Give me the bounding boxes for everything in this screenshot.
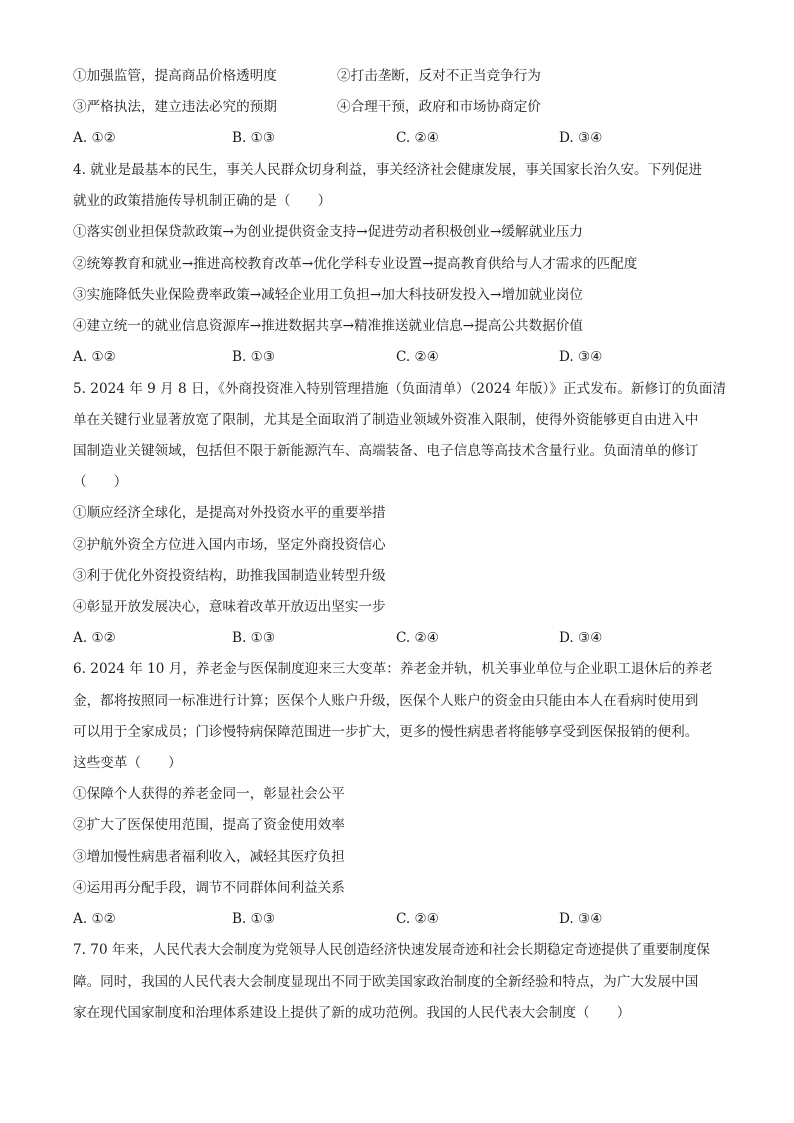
q5-option-b: B. ①③ xyxy=(232,630,276,646)
q6-statement-1: ①保障个人获得的养老金同一，彰显社会公平 xyxy=(73,786,345,802)
q3-option-c: C. ②④ xyxy=(396,130,439,146)
q5-statement-4: ④彰显开放发展决心，意味着改革开放迈出坚实一步 xyxy=(73,599,386,615)
q3-statement-2: ②打击垄断，反对不正当竞争行为 xyxy=(337,68,541,84)
q5-option-d: D. ③④ xyxy=(559,630,603,646)
q4-option-c: C. ②④ xyxy=(396,349,439,365)
q3-statement-4: ④合理干预，政府和市场协商定价 xyxy=(337,99,541,115)
q6-statement-3: ③增加慢性病患者福利收入，减轻其医疗负担 xyxy=(73,849,345,865)
q6-stem-line-4: 这些变革（ ） xyxy=(73,755,182,771)
q5-options xyxy=(73,628,734,648)
q6-option-a: A. ①② xyxy=(73,911,116,927)
q3-statement-row-2 xyxy=(73,97,734,117)
q5-stem-line-1: 5. 2024 年 9 月 8 日，《外商投资准入特别管理措施（负面清单）（2024 年版）》正式发布。新修订的负面清 xyxy=(73,381,727,397)
q6-stem-line-2: 金，都将按照同一标准进行计算；医保个人账户升级，医保个人账户的资金由只能由本人在看病时使用到 xyxy=(73,693,699,709)
q6-options xyxy=(73,909,734,929)
q3-option-d: D. ③④ xyxy=(559,130,603,146)
q6-stem-line-1: 6. 2024 年 10 月，养老金与医保制度迎来三大变革：养老金并轨，机关事业单位与企业职工退休后的养老 xyxy=(73,661,713,677)
q4-statement-2: ②统筹教育和就业→推进高校教育改革→优化学科专业设置→提高教育供给与人才需求的匹配度 xyxy=(73,256,638,272)
q7-stem-line-1: 7. 70 年来，人民代表大会制度为党领导人民创造经济快速发展奇迹和社会长期稳定奇迹提供了重要制度保 xyxy=(73,942,711,958)
q4-stem-line-1: 4. 就业是最基本的民生，事关人民群众切身利益，事关经济社会健康发展，事关国家长治久安。下列促进 xyxy=(73,162,703,178)
q4-statement-4: ④建立统一的就业信息资源库→推进数据共享→精准推送就业信息→提高公共数据价值 xyxy=(73,318,583,334)
q6-stem-line-3: 可以用于全家成员；门诊慢特病保障范围进一步扩大，更多的慢性病患者将能够享受到医保报销的便利。 xyxy=(73,724,699,740)
q4-option-a: A. ①② xyxy=(73,349,116,365)
q4-option-b: B. ①③ xyxy=(232,349,276,365)
q6-option-d: D. ③④ xyxy=(559,911,603,927)
q5-stem-line-3: 国制造业关键领域，包括但不限于新能源汽车、高端装备、电子信息等高技术含量行业。负面清单的修订 xyxy=(73,443,699,459)
q4-options xyxy=(73,347,734,367)
q6-statement-2: ②扩大了医保使用范围，提高了资金使用效率 xyxy=(73,817,345,833)
q6-statement-4: ④运用再分配手段，调节不同群体间利益关系 xyxy=(73,880,345,896)
q3-statement-3: ③严格执法，建立违法必究的预期 xyxy=(73,99,277,115)
q5-statement-1: ①顺应经济全球化，是提高对外投资水平的重要举措 xyxy=(73,505,386,521)
q3-option-a: A. ①② xyxy=(73,130,116,146)
q6-option-b: B. ①③ xyxy=(232,911,276,927)
q5-stem-line-4: （ ） xyxy=(73,474,128,490)
q5-option-c: C. ②④ xyxy=(396,630,439,646)
q5-option-a: A. ①② xyxy=(73,630,116,646)
q4-statement-3: ③实施降低失业保险费率政策→减轻企业用工负担→加大科技研发投入→增加就业岗位 xyxy=(73,287,583,303)
q5-statement-3: ③利于优化外资投资结构，助推我国制造业转型升级 xyxy=(73,568,386,584)
q3-statement-row-1 xyxy=(73,66,734,86)
q7-stem-line-2: 障。同时，我国的人民代表大会制度显现出不同于欧美国家政治制度的全新经验和特点，为广大发展中国 xyxy=(73,974,699,990)
q6-option-c: C. ②④ xyxy=(396,911,439,927)
q5-statement-2: ②护航外资全方位进入国内市场，坚定外商投资信心 xyxy=(73,537,386,553)
q3-option-b: B. ①③ xyxy=(232,130,276,146)
q7-stem-line-3: 家在现代国家制度和治理体系建设上提供了新的成功范例。我国的人民代表大会制度（ ） xyxy=(73,1005,631,1021)
q3-options xyxy=(73,128,734,148)
q4-statement-1: ①落实创业担保贷款政策→为创业提供资金支持→促进劳动者积极创业→缓解就业压力 xyxy=(73,224,583,240)
q5-stem-line-2: 单在关键行业显著放宽了限制，尤其是全面取消了制造业领域外资准入限制，使得外资能够更自由进入中 xyxy=(73,412,699,428)
q4-option-d: D. ③④ xyxy=(559,349,603,365)
q4-stem-line-2: 就业的政策措施传导机制正确的是（ ） xyxy=(73,193,332,209)
q3-statement-1: ①加强监管，提高商品价格透明度 xyxy=(73,68,277,84)
